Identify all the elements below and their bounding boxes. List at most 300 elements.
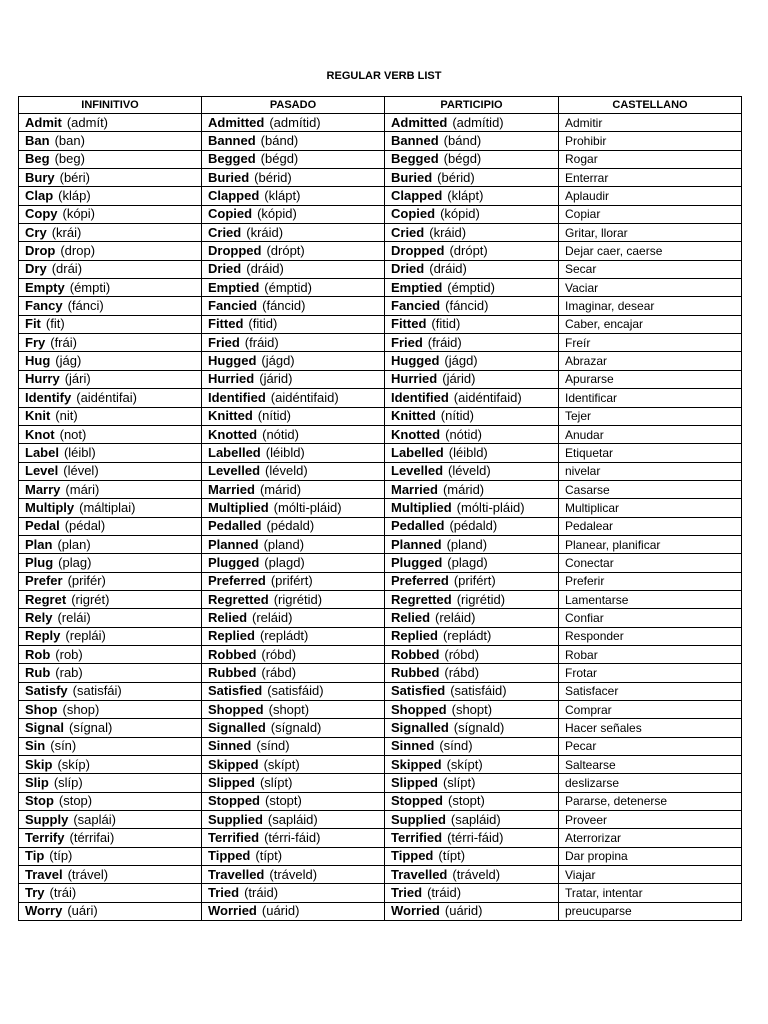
past-cell-pronunciation: (slípt) [259,775,293,791]
infinitive-cell [19,352,202,370]
infinitive-cell-word: Hug [25,353,51,369]
infinitive-cell-pronunciation: (ban) [54,133,85,149]
participle-cell-word: Terrified [391,830,443,846]
table-row [19,609,742,627]
infinitive-cell-pronunciation: (máltiplai) [79,499,136,515]
participle-cell-pronunciation: (bérid) [437,169,475,185]
past-cell-pronunciation: (bérid) [254,169,292,185]
past-cell-word: Banned [208,133,256,149]
participle-cell-word: Slipped [391,775,438,791]
infinitive-cell [19,719,202,737]
table-row [19,829,742,847]
infinitive-cell-pronunciation: (léibl) [63,444,96,460]
infinitive-cell-word: Fry [25,334,46,350]
spanish-cell: Apurarse [559,370,742,388]
infinitive-cell [19,590,202,608]
table-row [19,334,742,352]
past-cell-word: Multiplied [208,499,269,515]
participle-cell [385,517,559,535]
infinitive-cell-word: Rob [25,646,51,662]
infinitive-cell [19,315,202,333]
past-cell-word: Preferred [208,573,266,589]
past-cell [202,829,385,847]
participle-cell-word: Signalled [391,720,449,736]
participle-cell-pronunciation: (satisfáid) [450,683,507,699]
past-cell [202,425,385,443]
spanish-cell: Planear, planificar [559,535,742,553]
infinitive-cell-pronunciation: (replái) [65,628,106,644]
participle-cell-pronunciation: (kópid) [440,206,480,222]
spanish-cell: preucuparse [559,902,742,920]
participle-cell-word: Copied [391,206,436,222]
participle-cell-word: Emptied [391,279,443,295]
spanish-cell: Dar propina [559,847,742,865]
participle-cell [385,370,559,388]
participle-cell-pronunciation: (dráid) [429,261,467,277]
past-cell-pronunciation: (jágd) [261,353,295,369]
participle-cell-word: Preferred [391,573,449,589]
participle-cell [385,535,559,553]
header-castellano: CASTELLANO [559,97,742,114]
past-cell-word: Fried [208,334,240,350]
spanish-cell: Hacer señales [559,719,742,737]
infinitive-cell-pronunciation: (sín) [50,738,77,754]
past-cell [202,701,385,719]
past-cell [202,224,385,242]
past-cell [202,590,385,608]
infinitive-cell-word: Knit [25,408,51,424]
infinitive-cell [19,609,202,627]
infinitive-cell [19,444,202,462]
participle-cell [385,645,559,663]
infinitive-cell [19,114,202,132]
participle-cell [385,315,559,333]
participle-cell-pronunciation: (klápt) [447,188,484,204]
past-cell-pronunciation: (klápt) [264,188,301,204]
infinitive-cell-word: Ban [25,133,50,149]
infinitive-cell [19,517,202,535]
past-cell-pronunciation: (sígnald) [270,720,322,736]
participle-cell-pronunciation: (sapláid) [450,811,501,827]
past-cell-word: Labelled [208,444,261,460]
table-row [19,719,742,737]
infinitive-cell-pronunciation: (frái) [50,334,77,350]
participle-cell [385,756,559,774]
participle-cell [385,902,559,920]
table-row [19,370,742,388]
past-cell-pronunciation: (térri-fáid) [264,830,321,846]
past-cell-word: Terrified [208,830,260,846]
spanish-cell: Rogar [559,150,742,168]
infinitive-cell-pronunciation: (sígnal) [69,720,113,736]
infinitive-cell-pronunciation: (típ) [49,848,73,864]
participle-cell [385,205,559,223]
past-cell [202,389,385,407]
infinitive-cell [19,627,202,645]
past-cell-word: Identified [208,389,266,405]
spanish-cell: Pararse, detenerse [559,792,742,810]
infinitive-cell-pronunciation: (shop) [62,701,100,717]
infinitive-cell-pronunciation: (prifér) [67,573,106,589]
participle-cell-pronunciation: (uárid) [444,903,483,919]
participle-cell-word: Shopped [391,701,447,717]
participle-cell-word: Married [391,481,438,497]
past-cell-pronunciation: (fráid) [244,334,279,350]
infinitive-cell-word: Hurry [25,371,60,387]
table-row [19,866,742,884]
table-row [19,902,742,920]
past-cell-pronunciation: (satisfáid) [267,683,324,699]
past-cell [202,664,385,682]
infinitive-cell-pronunciation: (nit) [55,408,78,424]
infinitive-cell-pronunciation: (admít) [66,114,109,130]
table-row [19,884,742,902]
table-row [19,132,742,150]
spanish-cell: Casarse [559,480,742,498]
participle-cell [385,866,559,884]
participle-cell-pronunciation: (tráveld) [452,866,501,882]
spanish-cell: Enterrar [559,169,742,187]
past-cell-word: Worried [208,903,257,919]
spanish-cell: Robar [559,645,742,663]
table-row [19,756,742,774]
participle-cell-word: Planned [391,536,442,552]
past-cell-word: Emptied [208,279,260,295]
spanish-cell: Multiplicar [559,499,742,517]
document-title: REGULAR VERB LIST [326,70,442,82]
participle-cell [385,425,559,443]
past-cell-word: Knotted [208,426,258,442]
participle-cell-pronunciation: (járid) [442,371,476,387]
infinitive-cell [19,279,202,297]
past-cell-word: Signalled [208,720,266,736]
spanish-cell: Dejar caer, caerse [559,242,742,260]
participle-cell-word: Fitted [391,316,427,332]
infinitive-cell [19,425,202,443]
past-cell-word: Tried [208,885,240,901]
infinitive-cell-word: Beg [25,151,50,167]
past-cell-word: Dried [208,261,242,277]
past-cell [202,811,385,829]
infinitive-cell-pronunciation: (not) [59,426,87,442]
past-cell [202,132,385,150]
participle-cell-pronunciation: (repládt) [442,628,492,644]
past-cell [202,554,385,572]
past-cell-word: Stopped [208,793,260,809]
past-cell-word: Fitted [208,316,244,332]
infinitive-cell-word: Satisfy [25,683,68,699]
verb-table [18,96,742,921]
participle-cell [385,352,559,370]
table-row [19,389,742,407]
participle-cell [385,627,559,645]
spanish-cell: Tratar, intentar [559,884,742,902]
table-row [19,114,742,132]
spanish-cell: Gritar, llorar [559,224,742,242]
infinitive-cell-pronunciation: (émpti) [69,279,111,295]
past-cell-word: Skipped [208,756,259,772]
past-cell-pronunciation: (sapláid) [267,811,318,827]
spanish-cell: Conectar [559,554,742,572]
past-cell-pronunciation: (rábd) [261,664,297,680]
participle-cell-word: Hurried [391,371,438,387]
past-cell [202,260,385,278]
infinitive-cell-word: Shop [25,701,58,717]
past-cell [202,517,385,535]
past-cell [202,370,385,388]
participle-cell [385,664,559,682]
past-cell [202,114,385,132]
past-cell-word: Planned [208,536,259,552]
table-row [19,535,742,553]
participle-cell-word: Knotted [391,426,441,442]
past-cell-word: Robbed [208,646,257,662]
spanish-cell: Comprar [559,701,742,719]
spanish-cell: Abrazar [559,352,742,370]
past-cell-pronunciation: (pland) [263,536,305,552]
participle-cell-word: Tipped [391,848,434,864]
infinitive-cell-word: Label [25,444,59,460]
past-cell [202,572,385,590]
past-cell [202,480,385,498]
past-cell-pronunciation: (fáncid) [262,298,306,314]
participle-cell-word: Regretted [391,591,452,607]
infinitive-cell-word: Supply [25,811,69,827]
participle-cell [385,682,559,700]
participle-cell [385,774,559,792]
participle-cell [385,884,559,902]
participle-cell [385,169,559,187]
participle-cell-pronunciation: (pland) [446,536,488,552]
past-cell-word: Knitted [208,408,253,424]
participle-cell-word: Clapped [391,188,443,204]
participle-cell [385,114,559,132]
participle-cell [385,572,559,590]
table-row [19,462,742,480]
participle-cell-pronunciation: (slípt) [442,775,476,791]
past-cell-pronunciation: (shopt) [268,701,310,717]
infinitive-cell-pronunciation: (drái) [51,261,83,277]
participle-cell-pronunciation: (márid) [442,481,485,497]
participle-cell [385,737,559,755]
participle-cell-word: Knitted [391,408,436,424]
participle-cell [385,499,559,517]
participle-cell-pronunciation: (pédald) [449,518,498,534]
past-cell-pronunciation: (márid) [259,481,302,497]
table-row [19,517,742,535]
infinitive-cell-pronunciation: (kláp) [58,188,91,204]
infinitive-cell-pronunciation: (rigrét) [71,591,110,607]
past-cell [202,462,385,480]
past-cell [202,169,385,187]
past-cell-pronunciation: (plagd) [264,554,305,570]
table-row [19,811,742,829]
spanish-cell: Pedalear [559,517,742,535]
past-cell-pronunciation: (kráid) [246,224,284,240]
infinitive-cell-pronunciation: (slíp) [53,775,83,791]
spanish-cell: Pecar [559,737,742,755]
past-cell-pronunciation: (léibld) [265,444,305,460]
infinitive-cell-pronunciation: (beg) [54,151,85,167]
participle-cell-word: Dried [391,261,425,277]
past-cell [202,774,385,792]
past-cell [202,902,385,920]
infinitive-cell-word: Multiply [25,499,75,515]
participle-cell-word: Travelled [391,866,448,882]
spanish-cell: Admitir [559,114,742,132]
participle-cell [385,444,559,462]
infinitive-cell-pronunciation: (lével) [63,463,99,479]
spanish-cell: Identificar [559,389,742,407]
past-cell-pronunciation: (repládt) [259,628,309,644]
participle-cell [385,792,559,810]
table-row [19,664,742,682]
past-cell-pronunciation: (sínd) [256,738,290,754]
table-row [19,847,742,865]
table-row [19,407,742,425]
infinitive-cell-word: Tip [25,848,45,864]
infinitive-cell [19,572,202,590]
participle-cell [385,462,559,480]
participle-cell [385,480,559,498]
participle-cell-word: Begged [391,151,439,167]
spanish-cell: Satisfacer [559,682,742,700]
participle-cell-pronunciation: (mólti-pláid) [456,499,525,515]
past-cell-word: Begged [208,151,256,167]
infinitive-cell-pronunciation: (jári) [64,371,91,387]
participle-cell-word: Cried [391,224,425,240]
participle-cell-pronunciation: (bánd) [443,133,482,149]
past-cell [202,205,385,223]
past-cell-pronunciation: (kópid) [257,206,297,222]
past-cell [202,645,385,663]
infinitive-cell [19,554,202,572]
table-row [19,737,742,755]
spanish-cell: Responder [559,627,742,645]
past-cell [202,187,385,205]
past-cell-word: Sinned [208,738,252,754]
infinitive-cell-word: Travel [25,866,63,882]
participle-cell [385,554,559,572]
infinitive-cell-pronunciation: (kópi) [62,206,96,222]
spanish-cell: Frotar [559,664,742,682]
participle-cell-pronunciation: (reláid) [435,609,476,625]
participle-cell [385,407,559,425]
table-row [19,187,742,205]
infinitive-cell-pronunciation: (jág) [55,353,82,369]
infinitive-cell-word: Admit [25,114,62,130]
spanish-cell: Saltearse [559,756,742,774]
table-row [19,645,742,663]
infinitive-cell [19,297,202,315]
participle-cell [385,829,559,847]
table-row [19,169,742,187]
past-cell-word: Married [208,481,255,497]
participle-cell-pronunciation: (prifért) [453,573,496,589]
participle-cell-pronunciation: (fitid) [431,316,461,332]
participle-cell [385,701,559,719]
infinitive-cell-word: Plug [25,554,54,570]
participle-cell-word: Buried [391,169,433,185]
participle-cell-pronunciation: (róbd) [444,646,480,662]
participle-cell [385,150,559,168]
past-cell-word: Satisfied [208,683,263,699]
participle-cell-pronunciation: (léveld) [448,463,491,479]
infinitive-cell [19,792,202,810]
infinitive-cell [19,169,202,187]
past-cell-pronunciation: (nítid) [257,408,292,424]
infinitive-cell-pronunciation: (stop) [58,793,93,809]
participle-cell-pronunciation: (admítid) [452,114,504,130]
infinitive-cell-word: Slip [25,775,49,791]
participle-cell-word: Dropped [391,243,445,259]
infinitive-cell-pronunciation: (fit) [45,316,65,332]
past-cell-pronunciation: (fitid) [248,316,278,332]
infinitive-cell [19,884,202,902]
past-cell-word: Travelled [208,866,265,882]
participle-cell-word: Replied [391,628,438,644]
infinitive-cell [19,205,202,223]
infinitive-cell-pronunciation: (relái) [57,609,91,625]
infinitive-cell-pronunciation: (satisfái) [72,683,122,699]
spanish-cell: Etiquetar [559,444,742,462]
participle-cell [385,590,559,608]
participle-cell-pronunciation: (rigrétid) [456,591,506,607]
infinitive-cell-word: Cry [25,224,47,240]
past-cell [202,866,385,884]
table-row [19,315,742,333]
spanish-cell: nivelar [559,462,742,480]
table-row [19,701,742,719]
table-row [19,682,742,700]
past-cell [202,315,385,333]
past-cell [202,847,385,865]
spanish-cell: Vaciar [559,279,742,297]
participle-cell-word: Admitted [391,114,448,130]
past-cell-word: Cried [208,224,242,240]
table-row [19,499,742,517]
infinitive-cell [19,132,202,150]
infinitive-cell-word: Fit [25,316,41,332]
participle-cell [385,334,559,352]
past-cell [202,884,385,902]
infinitive-cell [19,902,202,920]
participle-cell-word: Multiplied [391,499,452,515]
participle-cell-word: Banned [391,133,439,149]
past-cell-word: Regretted [208,591,269,607]
infinitive-cell-word: Rely [25,609,53,625]
infinitive-cell [19,407,202,425]
participle-cell-word: Tried [391,885,423,901]
participle-cell-word: Levelled [391,463,444,479]
infinitive-cell-pronunciation: (pédal) [64,518,106,534]
participle-cell-word: Fried [391,334,423,350]
past-cell-word: Pedalled [208,518,262,534]
past-cell [202,297,385,315]
participle-cell-word: Relied [391,609,431,625]
participle-cell-word: Fancied [391,298,441,314]
infinitive-cell-word: Signal [25,720,65,736]
past-cell-word: Fancied [208,298,258,314]
infinitive-cell [19,774,202,792]
spanish-cell: Freír [559,334,742,352]
infinitive-cell [19,187,202,205]
infinitive-cell-word: Stop [25,793,54,809]
table-row [19,554,742,572]
table-row [19,150,742,168]
infinitive-cell-pronunciation: (fánci) [67,298,104,314]
past-cell-word: Admitted [208,114,265,130]
